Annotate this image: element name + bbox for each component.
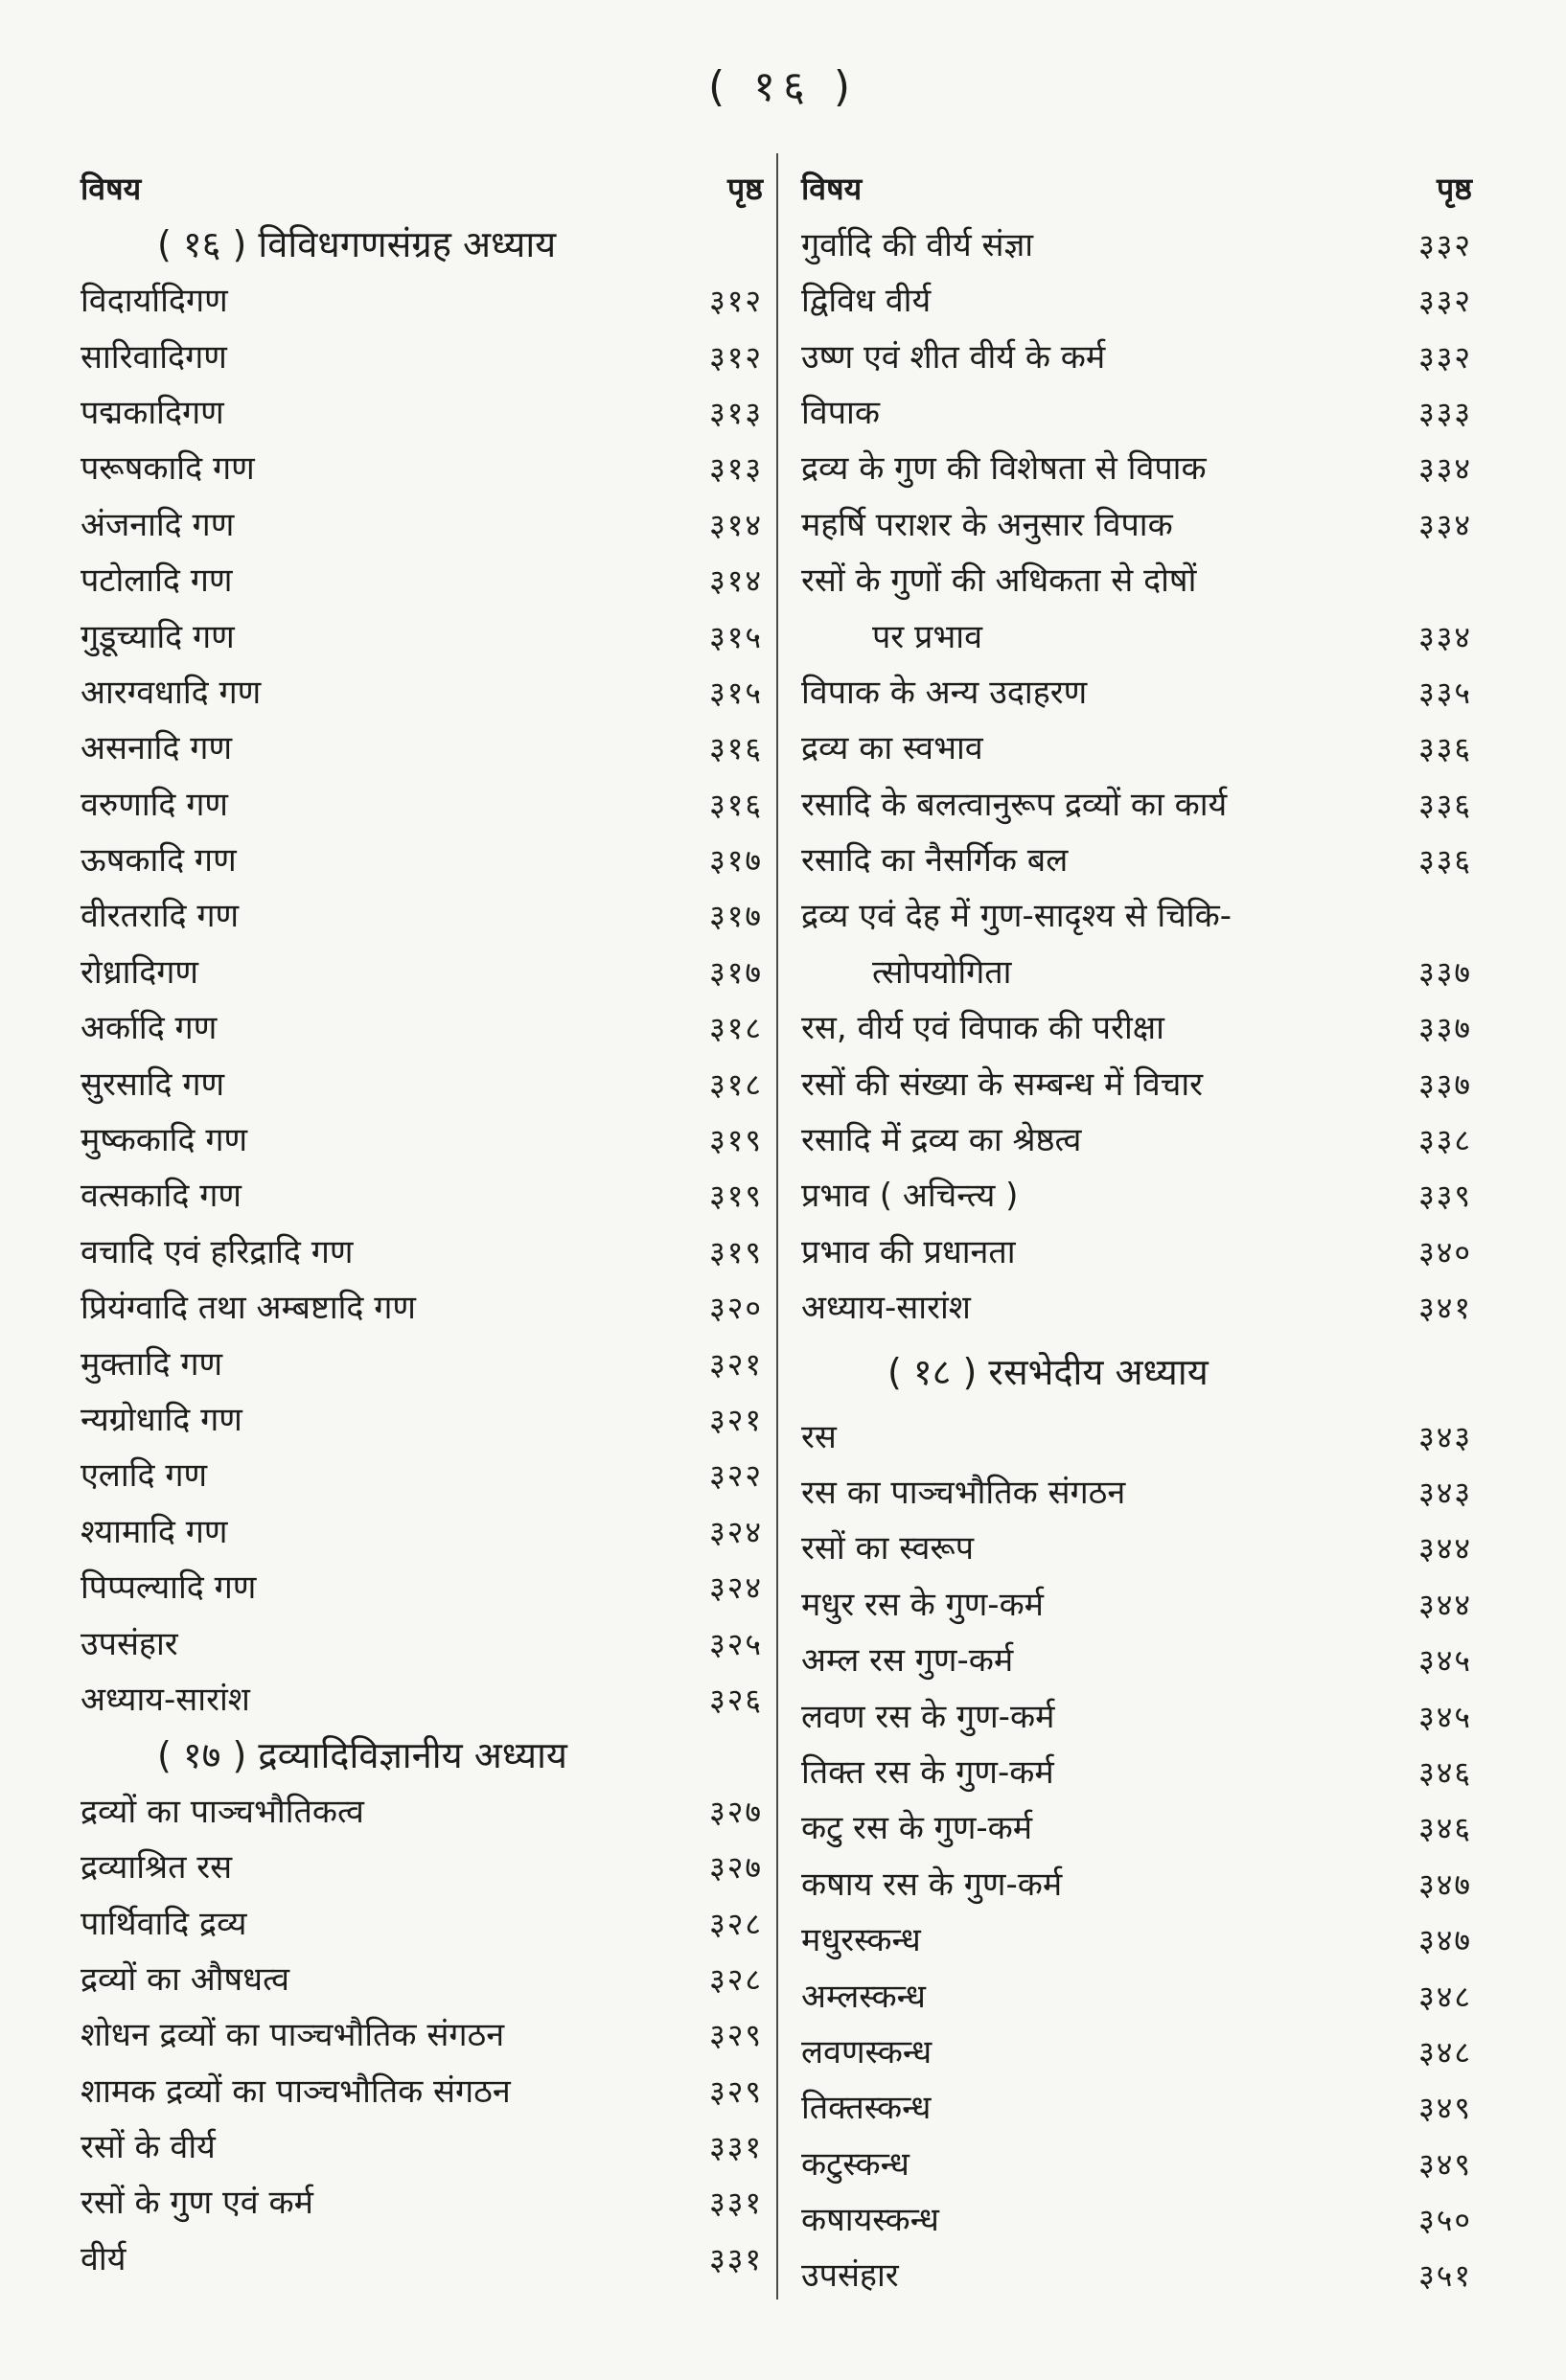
entry-title: लवणस्कन्ध	[801, 2032, 933, 2071]
toc-entry-multiline	[801, 888, 1472, 1000]
entry-page: ३२७	[709, 1793, 763, 1830]
toc-entry	[801, 1912, 1472, 1968]
toc-entry	[81, 1112, 763, 1168]
toc-entry	[81, 1448, 763, 1503]
entry-page: ३२८	[709, 1960, 763, 1998]
entry-page: ३२९	[709, 2017, 763, 2054]
entry-title: गुर्वादि की वीर्य संज्ञा	[801, 225, 1034, 264]
entry-title: रसों की संख्या के सम्बन्ध में विचार	[801, 1064, 1204, 1104]
entry-title: ऊषकादि गण	[81, 841, 237, 881]
toc-entry	[801, 1280, 1472, 1336]
entry-page: ३४७	[1418, 1865, 1472, 1903]
toc-entry	[81, 2119, 763, 2175]
toc-entry	[801, 833, 1472, 888]
entry-title: प्रभाव ( अचिन्त्य )	[801, 1177, 1019, 1216]
entry-page: ३२७	[709, 1849, 763, 1887]
entry-page: ३४८	[1418, 1978, 1472, 2015]
entry-page: ३१८	[709, 1010, 763, 1047]
toc-entry	[801, 665, 1472, 721]
right-column-header	[801, 161, 1472, 217]
toc-entry-line1	[801, 553, 1472, 608]
toc-entry	[81, 273, 763, 329]
entry-page: ३३६	[1418, 842, 1472, 880]
toc-entry	[81, 1840, 763, 1895]
entry-page: ३२४	[709, 1569, 763, 1607]
entry-title: अर्कादि गण	[81, 1009, 218, 1048]
entry-title: श्यामादि गण	[81, 1512, 228, 1551]
toc-entry	[801, 1408, 1472, 1464]
entry-page: ३१७	[709, 953, 763, 991]
entry-title: उपसंहार	[801, 2256, 899, 2296]
entry-title-cont: त्सोपयोगिता	[872, 952, 1012, 992]
entry-title: सुरसादि गण	[81, 1064, 225, 1104]
entry-page: ३३१	[709, 2240, 763, 2277]
entry-page: ३३९	[1418, 1178, 1472, 1215]
chapter-17-entries-b	[801, 665, 1472, 889]
entry-title: रोध्रादिगण	[81, 952, 199, 992]
toc-entry	[81, 2063, 763, 2118]
entry-title: उपसंहार	[81, 1624, 178, 1663]
entry-title: मुष्ककादि गण	[81, 1121, 248, 1160]
toc-entry	[801, 1633, 1472, 1688]
toc-entry	[801, 1968, 1472, 2024]
entry-page: ३२६	[709, 1681, 763, 1718]
subject-header: विषय	[81, 171, 142, 208]
chapter-17-entries-c	[801, 1000, 1472, 1336]
toc-entry	[81, 608, 763, 664]
entry-page: ३३४	[1418, 618, 1472, 655]
entry-title: परूषकादि गण	[81, 449, 255, 489]
entry-title: विपाक के अन्य उदाहरण	[801, 673, 1088, 712]
toc-entry	[801, 1224, 1472, 1279]
entry-title: अम्ल रस गुण-कर्म	[801, 1641, 1014, 1681]
entry-page: ३३४	[1418, 450, 1472, 488]
entry-page: ३१७	[709, 842, 763, 880]
chapter-18-heading: ( १८ ) रसभेदीय अध्याय	[887, 1351, 1209, 1394]
entry-title: द्रव्यों का औषधत्व	[81, 1959, 289, 1999]
entry-title: मधुरस्कन्ध	[801, 1921, 921, 1960]
toc-entry	[801, 217, 1472, 272]
entry-title: लवण रस के गुण-कर्म	[801, 1697, 1055, 1736]
toc-entry	[801, 441, 1472, 496]
toc-entry	[81, 2175, 763, 2231]
toc-entry	[801, 329, 1472, 384]
entry-title: पद्मकादिगण	[81, 393, 224, 432]
toc-entry	[801, 1800, 1472, 1856]
page-header: पृष्ठ	[1436, 171, 1472, 208]
toc-entry	[81, 1056, 763, 1111]
chapter-17-heading: ( १७ ) द्रव्यादिविज्ञानीय अध्याय	[157, 1733, 567, 1776]
entry-page: ३४९	[1418, 2145, 1472, 2183]
entry-title: पिप्पल्यादि गण	[81, 1568, 257, 1608]
subject-header: विषय	[801, 171, 863, 208]
toc-entry	[801, 2136, 1472, 2191]
toc-entry	[801, 1168, 1472, 1224]
left-column-header	[81, 161, 763, 217]
toc-entry	[81, 329, 763, 384]
toc-entry	[801, 721, 1472, 776]
toc-entry	[81, 1895, 763, 1951]
toc-entry	[81, 553, 763, 608]
toc-entry	[801, 2192, 1472, 2248]
entry-page: ३१२	[709, 283, 763, 320]
entry-page: ३१८	[709, 1065, 763, 1103]
entry-title: आरग्वधादि गण	[81, 673, 262, 712]
chapter-17-entries	[81, 1783, 763, 2287]
page-number: ( १६ )	[707, 62, 859, 111]
entry-title: अम्लस्कन्ध	[801, 1977, 926, 2016]
entry-page: ३४३	[1418, 1418, 1472, 1455]
chapter-17-entries-cont	[801, 217, 1472, 552]
entry-page: ३१५	[709, 618, 763, 655]
entry-title: द्रव्याश्रित रस	[81, 1848, 233, 1888]
entry-title: शोधन द्रव्यों का पाञ्चभौतिक संगठन	[81, 2016, 505, 2055]
entry-title: उष्ण एवं शीत वीर्य के कर्म	[801, 337, 1106, 377]
entry-page: ३४४	[1418, 1586, 1472, 1623]
toc-entry-line1	[801, 888, 1472, 944]
entry-page: ३४६	[1418, 1810, 1472, 1847]
toc-entry	[81, 833, 763, 888]
toc-entry	[81, 1503, 763, 1559]
chapter-16-entries	[81, 273, 763, 1728]
entry-title: विपाक	[801, 393, 880, 432]
toc-entry-line2	[801, 608, 1472, 664]
toc-entry	[801, 496, 1472, 552]
entry-title: तिक्तस्कन्ध	[801, 2089, 932, 2128]
entry-title: वीर्य	[81, 2239, 127, 2278]
entry-page: ३१६	[709, 786, 763, 823]
entry-title: रस	[801, 1417, 837, 1456]
entry-title: रस, वीर्य एवं विपाक की परीक्षा	[801, 1009, 1164, 1048]
entry-title: कषाय रस के गुण-कर्म	[801, 1865, 1063, 1904]
toc-entry	[81, 1168, 763, 1224]
toc-entry	[81, 1336, 763, 1391]
entry-title: कषायस्कन्ध	[801, 2201, 939, 2240]
entry-page: ३१३	[709, 394, 763, 431]
entry-page: ३३७	[1418, 1065, 1472, 1103]
entry-page: ३२१	[709, 1401, 763, 1438]
entry-page: ३३२	[1418, 226, 1472, 263]
entry-page: ३४६	[1418, 1753, 1472, 1791]
entry-title: वीरतरादि गण	[81, 897, 240, 936]
entry-page: ३१३	[709, 450, 763, 488]
toc-entry	[81, 944, 763, 999]
entry-page: ३१७	[709, 898, 763, 935]
toc-entry	[801, 1112, 1472, 1168]
entry-page: ३३२	[1418, 283, 1472, 320]
entry-page: ३२८	[709, 1905, 763, 1942]
entry-title: कटुस्कन्ध	[801, 2144, 910, 2184]
toc-entry	[81, 1672, 763, 1728]
entry-page: ३३६	[1418, 730, 1472, 767]
entry-page: ३४९	[1418, 2090, 1472, 2127]
toc-entry	[81, 1952, 763, 2007]
entry-title: अध्याय-सारांश	[801, 1289, 971, 1328]
toc-entry	[81, 665, 763, 721]
entry-title: रसों के गुण एवं कर्म	[81, 2184, 313, 2223]
toc-entry	[801, 2080, 1472, 2136]
entry-page: ३४५	[1418, 1642, 1472, 1680]
entry-page: ३१४	[709, 562, 763, 600]
toc-entry	[801, 2248, 1472, 2303]
entry-title: पार्थिवादि द्रव्य	[81, 1904, 247, 1943]
entry-title: वत्सकादि गण	[81, 1177, 242, 1216]
toc-entry	[801, 273, 1472, 329]
entry-page: ३४३	[1418, 1474, 1472, 1511]
entry-title: प्रियंग्वादि तथा अम्बष्टादि गण	[81, 1289, 417, 1328]
entry-page: ३२४	[709, 1513, 763, 1550]
entry-page: ३५१	[1418, 2257, 1472, 2295]
entry-title: सारिवादिगण	[81, 337, 227, 377]
entry-page: ३१६	[709, 730, 763, 767]
right-column	[801, 161, 1472, 2303]
entry-title: रसों के वीर्य	[81, 2128, 216, 2167]
toc-entry	[81, 776, 763, 832]
toc-entry	[81, 721, 763, 776]
toc-entry	[81, 1000, 763, 1056]
entry-title: रसादि के बलत्वानुरूप द्रव्यों का कार्य	[801, 785, 1228, 824]
entry-page: ३१९	[709, 1178, 763, 1215]
entry-page: ३३१	[709, 2185, 763, 2222]
toc-entry	[81, 888, 763, 944]
entry-page: ३४०	[1418, 1233, 1472, 1270]
entry-page: ३५०	[1418, 2202, 1472, 2239]
entry-title: असनादि गण	[81, 729, 233, 768]
toc-entry	[801, 385, 1472, 441]
toc-entry	[81, 441, 763, 496]
toc-entry	[81, 1392, 763, 1448]
toc-entry	[81, 1560, 763, 1615]
entry-title: मधुर रस के गुण-कर्म	[801, 1585, 1045, 1624]
entry-page: ३४१	[1418, 1290, 1472, 1327]
toc-entry	[801, 1856, 1472, 1911]
entry-title-cont: पर प्रभाव	[872, 617, 982, 656]
entry-title: कटु रस के गुण-कर्म	[801, 1809, 1033, 1848]
entry-title: तिक्त रस के गुण-कर्म	[801, 1752, 1054, 1792]
toc-entry	[81, 2231, 763, 2286]
toc-entry	[81, 385, 763, 441]
entry-title: शामक द्रव्यों का पाञ्चभौतिक संगठन	[81, 2071, 511, 2111]
chapter-16-heading: ( १६ ) विविधगणसंग्रह अध्याय	[157, 223, 557, 266]
entry-page: ३४७	[1418, 1922, 1472, 1959]
entry-title: रसों का स्वरूप	[801, 1529, 975, 1568]
entry-title: गुडूच्यादि गण	[81, 617, 235, 656]
entry-title: अध्याय-सारांश	[81, 1680, 250, 1719]
toc-entry-line2	[801, 944, 1472, 999]
entry-page: ३३५	[1418, 674, 1472, 711]
toc-entry	[801, 1056, 1472, 1111]
toc-entry	[801, 1576, 1472, 1632]
entry-title: महर्षि पराशर के अनुसार विपाक	[801, 505, 1173, 544]
entry-title: द्विविध वीर्य	[801, 282, 932, 321]
toc-entry	[81, 496, 763, 552]
entry-page: ३२१	[709, 1345, 763, 1383]
entry-title: एलादि गण	[81, 1456, 208, 1496]
toc-entry	[801, 1000, 1472, 1056]
entry-title: प्रभाव की प्रधानता	[801, 1232, 1016, 1271]
entry-title: द्रव्य के गुण की विशेषता से विपाक	[801, 449, 1207, 489]
toc-entry	[81, 1280, 763, 1336]
toc-entry	[801, 776, 1472, 832]
entry-page: ३३७	[1418, 1010, 1472, 1047]
entry-title: रसादि का नैसर्गिक बल	[801, 841, 1069, 881]
toc-entry	[801, 1688, 1472, 1744]
toc-entry	[801, 1465, 1472, 1521]
entry-page: ३१९	[709, 1233, 763, 1270]
toc-entry	[801, 1745, 1472, 1800]
toc-entry	[81, 1615, 763, 1671]
entry-page: ३४४	[1418, 1530, 1472, 1568]
entry-title: विदार्यादिगण	[81, 282, 228, 321]
entry-title: वचादि एवं हरिद्रादि गण	[81, 1232, 354, 1271]
entry-title: पटोलादि गण	[81, 561, 233, 601]
entry-page: ३४५	[1418, 1698, 1472, 1735]
entry-title: अंजनादि गण	[81, 505, 235, 544]
entry-page: ३२९	[709, 2072, 763, 2110]
entry-page: ३३४	[1418, 506, 1472, 543]
entry-title: द्रव्य का स्वभाव	[801, 729, 983, 768]
entry-page: ३४८	[1418, 2033, 1472, 2071]
entry-page: ३३२	[1418, 338, 1472, 376]
toc-entry	[81, 2007, 763, 2063]
entry-page: ३३८	[1418, 1122, 1472, 1159]
entry-page: ३१९	[709, 1122, 763, 1159]
entry-title: रसों के गुणों की अधिकता से दोषों	[801, 561, 1197, 601]
entry-page: ३१२	[709, 338, 763, 376]
entry-page: ३२२	[709, 1457, 763, 1495]
entry-page: ३३३	[1418, 394, 1472, 431]
entry-page: ३२०	[709, 1290, 763, 1327]
entry-title: न्यग्रोधादि गण	[81, 1400, 242, 1439]
entry-page: ३३७	[1418, 953, 1472, 991]
entry-page: ३३६	[1418, 786, 1472, 823]
entry-page: ३३१	[709, 2129, 763, 2166]
toc-entry	[81, 1224, 763, 1279]
page-header: पृष्ठ	[726, 171, 763, 208]
entry-page: ३२५	[709, 1625, 763, 1662]
left-column	[81, 161, 763, 2287]
entry-page: ३१५	[709, 674, 763, 711]
toc-entry	[801, 2025, 1472, 2080]
entry-title: द्रव्य एवं देह में गुण-सादृश्य से चिकि-	[801, 897, 1232, 936]
entry-page: ३१४	[709, 506, 763, 543]
chapter-18-entries	[801, 1408, 1472, 2303]
column-divider	[776, 153, 778, 2300]
toc-entry	[81, 1783, 763, 1839]
toc-entry-multiline	[801, 553, 1472, 665]
entry-title: मुक्तादि गण	[81, 1344, 223, 1384]
entry-title: वरुणादि गण	[81, 785, 229, 824]
entry-title: रसादि में द्रव्य का श्रेष्ठत्व	[801, 1121, 1082, 1160]
entry-title: रस का पाञ्चभौतिक संगठन	[801, 1473, 1126, 1512]
entry-title: द्रव्यों का पाञ्चभौतिकत्व	[81, 1792, 364, 1831]
toc-entry	[801, 1521, 1472, 1576]
